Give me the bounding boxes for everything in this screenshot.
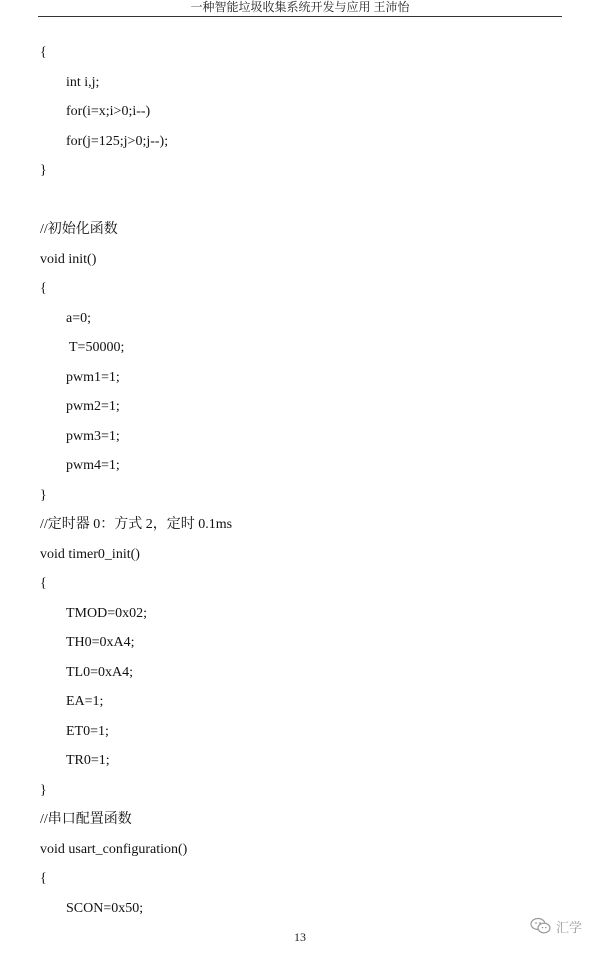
code-line: for(j=125;j>0;j--); [66, 134, 169, 149]
code-line: } [40, 783, 47, 798]
code-line: pwm3=1; [66, 429, 120, 444]
code-line: TMOD=0x02; [66, 606, 148, 621]
code-comment: //初始化函数 [40, 222, 118, 237]
code-line: int i,j; [66, 75, 100, 90]
watermark-label: 汇学 [556, 920, 583, 936]
code-line: pwm1=1; [66, 370, 120, 385]
code-line: { [40, 576, 47, 591]
code-line: T=50000; [69, 340, 125, 355]
code-line: { [40, 281, 47, 296]
code-line: a=0; [66, 311, 91, 326]
code-line: } [40, 488, 47, 503]
code-line: pwm2=1; [66, 399, 120, 414]
page-header: 一种智能垃圾收集系统开发与应用 王沛怡 [38, 0, 562, 17]
watermark [530, 916, 582, 936]
code-line: pwm4=1; [66, 458, 120, 473]
code-line: { [40, 871, 47, 886]
code-line: void timer0_init() [40, 547, 140, 562]
code-line: for(i=x;i>0;i--) [66, 104, 151, 119]
code-line: void init() [40, 252, 97, 267]
code-comment: //串口配置函数 [40, 812, 132, 827]
page-number: 13 [294, 930, 306, 944]
code-line: ET0=1; [66, 724, 109, 739]
code-line: } [40, 163, 47, 178]
code-comment: //定时器 0：方式 2，定时 0.1ms [40, 517, 233, 532]
code-line: void usart_configuration() [40, 842, 188, 857]
code-line: { [40, 45, 47, 60]
wechat-icon [530, 917, 552, 935]
code-line: TL0=0xA4; [66, 665, 133, 680]
code-line: TR0=1; [66, 753, 110, 768]
code-line: SCON=0x50; [66, 901, 144, 916]
code-line: TH0=0xA4; [66, 635, 135, 650]
code-line: EA=1; [66, 694, 104, 709]
